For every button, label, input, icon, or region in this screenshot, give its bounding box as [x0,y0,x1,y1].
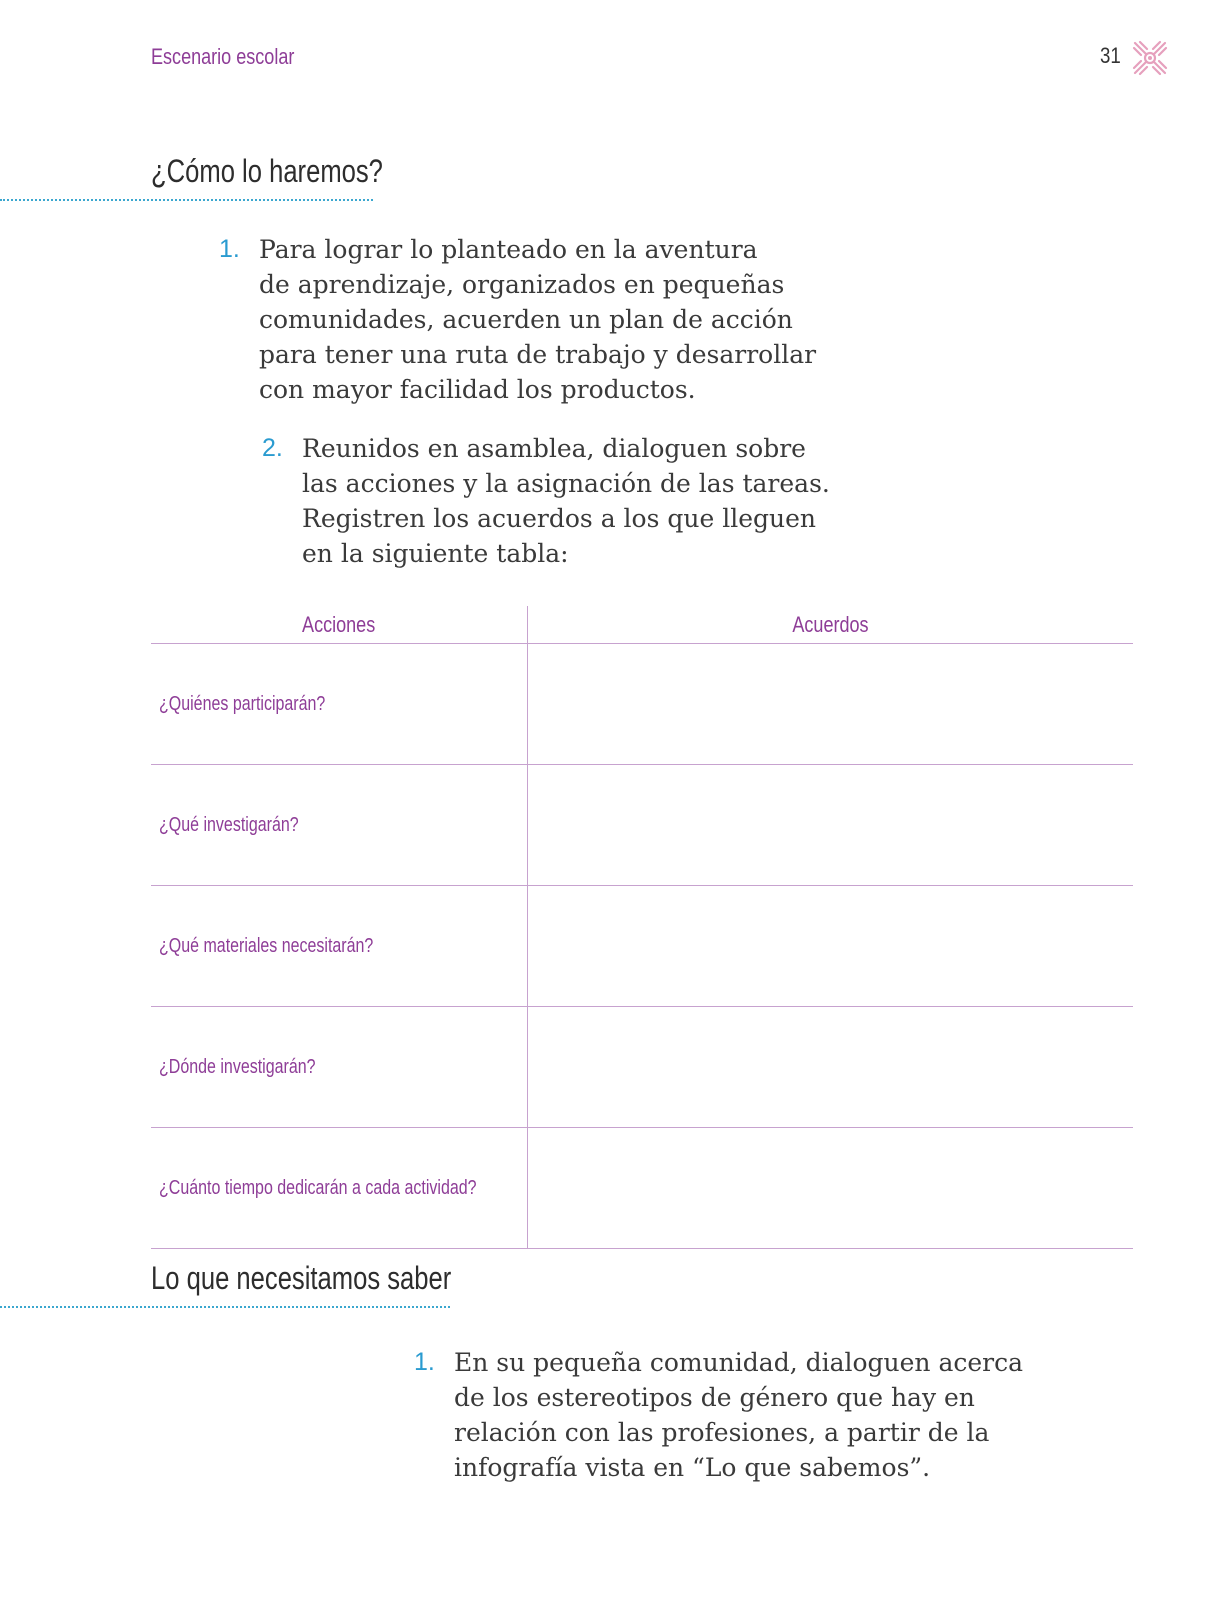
table-header-row [151,606,1133,644]
header-title: Escenario escolar [151,44,295,69]
accion-cell: ¿Qué investigarán? [151,765,527,886]
item-text: En su pequeña comunidad, dialoguen acerca de los estereotipos de género que hay en relación con las profesiones, a partir de la infografía vista en “Lo que sabemos”. [454,1348,1024,1482]
accion-cell: ¿Qué materiales necesitarán? [151,886,527,1007]
section-underline [0,1306,450,1308]
acuerdo-cell[interactable] [527,886,1133,1007]
acuerdo-cell[interactable] [527,644,1133,765]
table-row [151,765,1133,886]
action-plan-table [151,606,1133,1249]
page-number: 31 [1100,43,1121,68]
acuerdo-cell[interactable] [527,1128,1133,1249]
acuerdo-cell[interactable] [527,765,1133,886]
section-title-como-lo-haremos: ¿Cómo lo haremos? [151,153,383,189]
table-row [151,644,1133,765]
item-number: 1. [414,1348,435,1376]
table-row [151,1007,1133,1128]
item-text: Reunidos en asamblea, dialoguen sobre las acciones y la asignación de las tareas. Registren los acuerdos a los que lleguen en la siguiente tabla: [302,434,830,568]
item-number: 2. [262,434,283,462]
item-number: 1. [219,235,240,263]
section-underline [0,199,373,201]
list-item [219,232,839,412]
acuerdo-cell[interactable] [527,1007,1133,1128]
list-item [414,1345,1054,1490]
decorative-cross-icon [1132,40,1168,76]
accion-cell: ¿Cuánto tiempo dedicarán a cada actividad? [151,1128,527,1249]
table-row [151,1128,1133,1249]
column-header-acciones: Acciones [151,606,527,644]
table-row [151,886,1133,1007]
section-title-lo-que-necesitamos-saber: Lo que necesitamos saber [151,1260,452,1296]
list-item [262,431,862,576]
accion-cell: ¿Quiénes participarán? [151,644,527,765]
accion-cell: ¿Dónde investigarán? [151,1007,527,1128]
column-header-acuerdos: Acuerdos [527,606,1133,644]
item-text: Para lograr lo planteado en la aventura de aprendizaje, organizados en pequeñas comunidades, acuerden un plan de acción para tener una ruta de trabajo y desarrollar con mayor facilidad los productos. [259,235,817,404]
